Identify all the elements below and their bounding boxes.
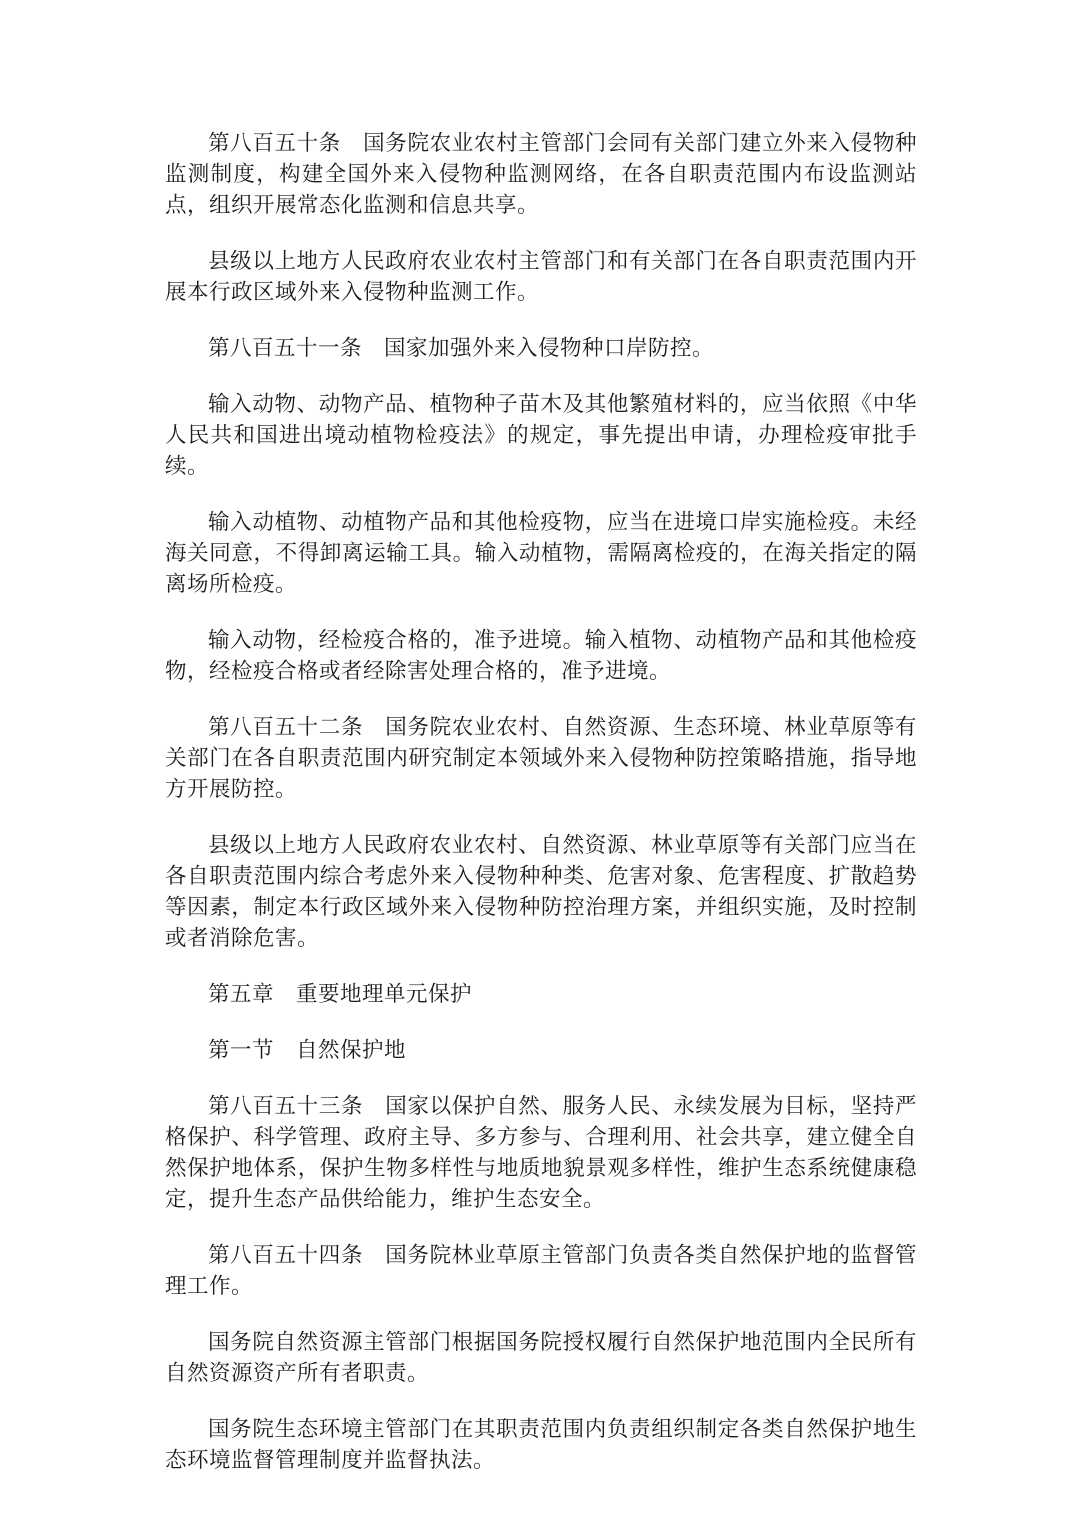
article-850-clause-2: 县级以上地方人民政府农业农村主管部门和有关部门在各自职责范围内开展本行政区域外来入侵物种监测工作。 xyxy=(165,249,917,305)
article-851-clause-2: 输入动物、动物产品、植物种子苗木及其他繁殖材料的，应当依照《中华人民共和国进出境动植物检疫法》的规定，事先提出申请，办理检疫审批手续。 xyxy=(165,392,917,479)
article-851-clause-3: 输入动植物、动植物产品和其他检疫物，应当在进境口岸实施检疫。未经海关同意，不得卸离运输工具。输入动植物，需隔离检疫的，在海关指定的隔离场所检疫。 xyxy=(165,510,917,597)
article-851-paragraph: 第八百五十一条 国家加强外来入侵物种口岸防控。 xyxy=(208,336,715,361)
article-851-clause-4: 输入动物，经检疫合格的，准予进境。输入植物、动植物产品和其他检疫物，经检疫合格或者经除害处理合格的，准予进境。 xyxy=(165,628,917,684)
article-852-paragraph: 第八百五十二条 国务院农业农村、自然资源、生态环境、林业草原等有关部门在各自职责范围内研究制定本领域外来入侵物种防控策略措施，指导地方开展防控。 xyxy=(165,715,917,802)
article-854-clause-2: 国务院自然资源主管部门根据国务院授权履行自然保护地范围内全民所有自然资源资产所有者职责。 xyxy=(165,1330,917,1386)
article-852-clause-2: 县级以上地方人民政府农业农村、自然资源、林业草原等有关部门应当在各自职责范围内综合考虑外来入侵物种种类、危害对象、危害程度、扩散趋势等因素，制定本行政区域外来入侵物种防控治理方案，并组织实施，及时控制或者消除危害。 xyxy=(165,833,917,951)
document-body xyxy=(165,128,917,1501)
article-854-clause-3: 国务院生态环境主管部门在其职责范围内负责组织制定各类自然保护地生态环境监督管理制度并监督执法。 xyxy=(165,1417,917,1473)
article-850-paragraph: 第八百五十条 国务院农业农村主管部门会同有关部门建立外来入侵物种监测制度，构建全国外来入侵物种监测网络，在各自职责范围内布设监测站点，组织开展常态化监测和信息共享。 xyxy=(165,131,917,218)
section-heading: 第一节 自然保护地 xyxy=(208,1038,407,1063)
chapter-heading: 第五章 重要地理单元保护 xyxy=(208,982,473,1007)
article-853-paragraph: 第八百五十三条 国家以保护自然、服务人民、永续发展为目标，坚持严格保护、科学管理、政府主导、多方参与、合理利用、社会共享，建立健全自然保护地体系，保护生物多样性与地质地貌景观多样性，维护生态系统健康稳定，提升生态产品供给能力，维护生态安全。 xyxy=(165,1094,917,1212)
article-854-paragraph: 第八百五十四条 国务院林业草原主管部门负责各类自然保护地的监督管理工作。 xyxy=(165,1243,917,1299)
